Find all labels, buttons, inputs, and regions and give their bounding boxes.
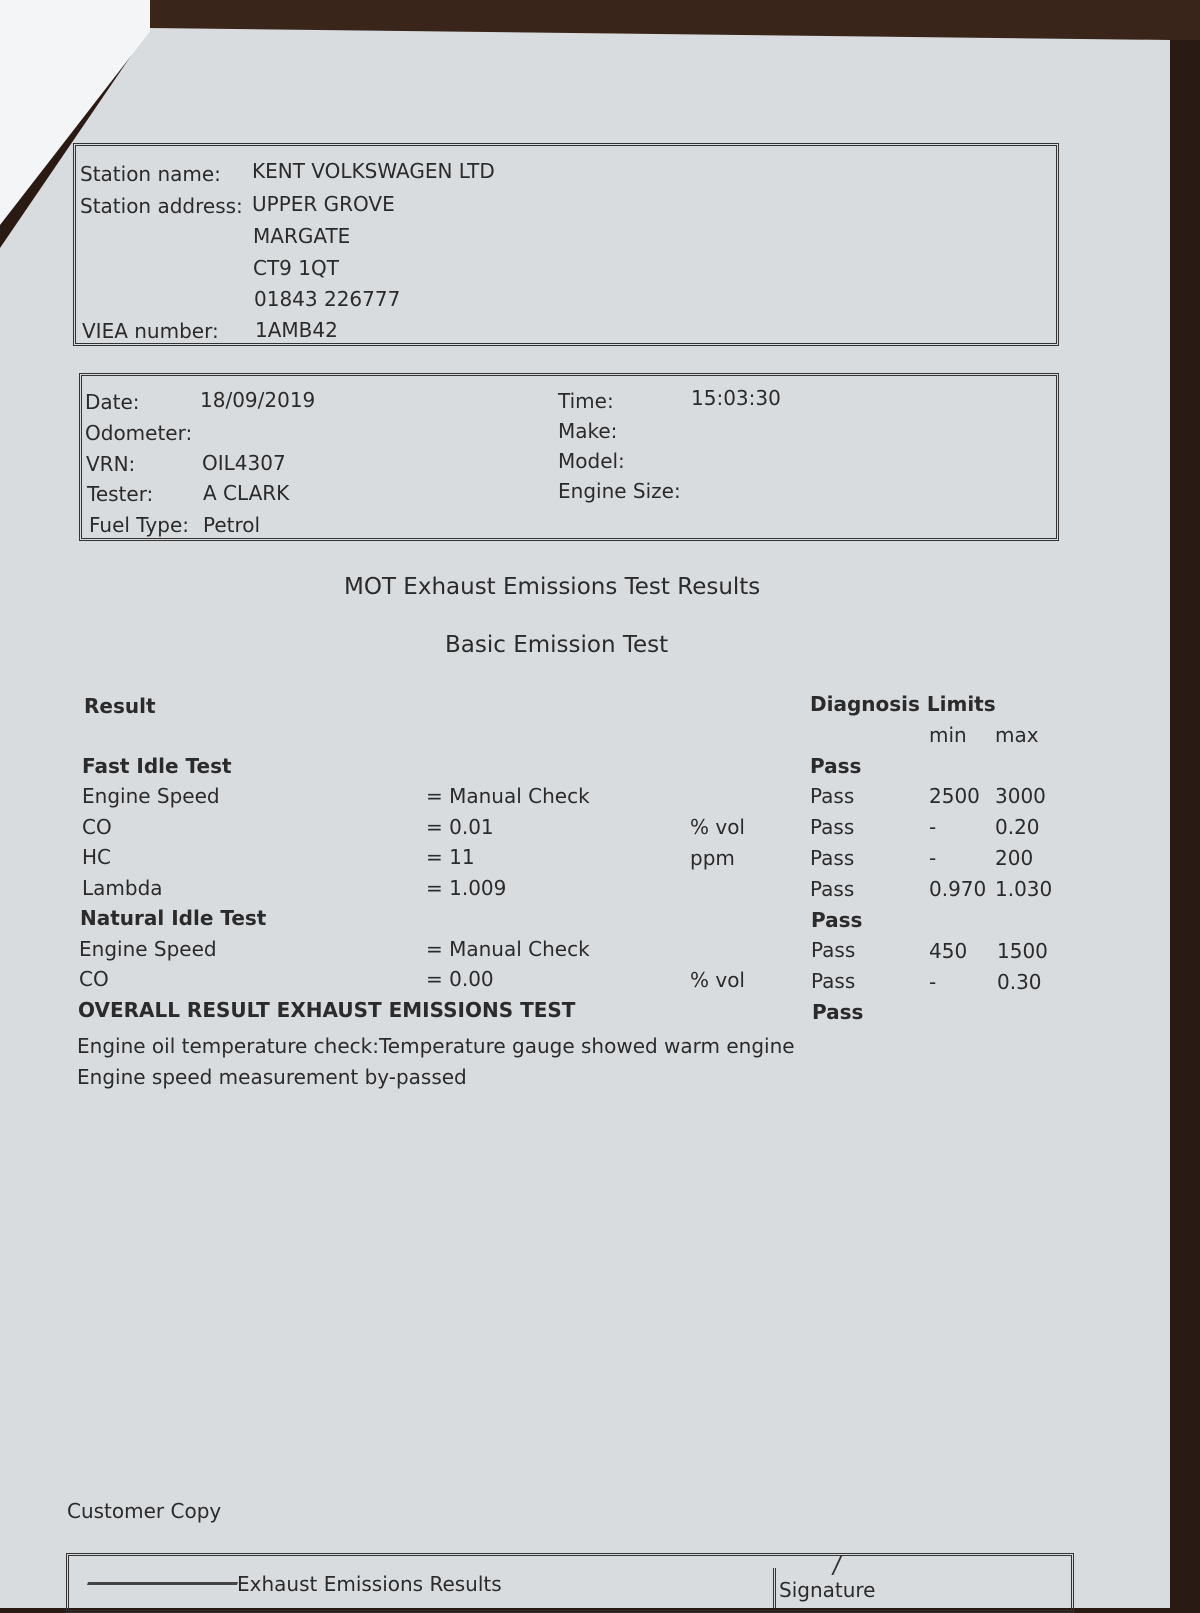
company-logo bbox=[82, 1582, 238, 1599]
make-label: Make: bbox=[558, 419, 618, 443]
note-oil-temperature: Engine oil temperature check:Temperature gauge showed warm engine bbox=[77, 1034, 795, 1058]
table-row-status: Pass bbox=[811, 969, 856, 993]
exhaust-results-label: Exhaust Emissions Results bbox=[237, 1572, 502, 1596]
table-row-status: Pass bbox=[810, 784, 855, 808]
max-header: max bbox=[995, 723, 1039, 747]
table-row-min: - bbox=[929, 846, 937, 870]
overall-result-label: OVERALL RESULT EXHAUST EMISSIONS TEST bbox=[78, 998, 576, 1022]
table-row-max: 1.030 bbox=[995, 877, 1053, 901]
table-row-max: 0.20 bbox=[995, 815, 1040, 839]
odometer-label: Odometer: bbox=[85, 421, 193, 445]
station-address-label: Station address: bbox=[80, 194, 243, 218]
table-row-max: 200 bbox=[995, 846, 1034, 870]
table-row-value: = Manual Check bbox=[426, 937, 590, 961]
station-address-line: 01843 226777 bbox=[254, 287, 401, 311]
min-header: min bbox=[929, 723, 967, 747]
table-row-unit: ppm bbox=[690, 846, 735, 870]
table-row-name: HC bbox=[82, 845, 112, 869]
date-label: Date: bbox=[85, 390, 140, 414]
table-row-status: Pass bbox=[811, 938, 856, 962]
report-subtitle: Basic Emission Test bbox=[445, 632, 669, 658]
table-row-name: Lambda bbox=[82, 876, 163, 900]
table-row-status: Pass bbox=[810, 877, 855, 901]
time-label: Time: bbox=[558, 389, 614, 413]
table-row-status: Pass bbox=[810, 846, 855, 870]
station-address-line: UPPER GROVE bbox=[252, 192, 395, 216]
table-row-min: - bbox=[929, 970, 937, 994]
table-row-value: = 1.009 bbox=[426, 876, 507, 900]
limits-header: Diagnosis Limits bbox=[810, 692, 996, 716]
table-row-max: 0.30 bbox=[997, 970, 1042, 994]
date-value: 18/09/2019 bbox=[200, 388, 316, 412]
engine-size-label: Engine Size: bbox=[558, 479, 681, 503]
signature-label: Signature bbox=[779, 1578, 876, 1602]
station-name-label: Station name: bbox=[80, 162, 221, 186]
model-label: Model: bbox=[558, 449, 625, 473]
fast-idle-status: Pass bbox=[810, 754, 862, 778]
table-row-value: = 11 bbox=[426, 845, 475, 869]
tester-value: A CLARK bbox=[203, 481, 290, 505]
table-row-max: 1500 bbox=[997, 939, 1048, 963]
table-row-name: Engine Speed bbox=[82, 784, 220, 808]
table-row-unit: % vol bbox=[690, 815, 745, 839]
table-row-min: 0.970 bbox=[929, 877, 987, 901]
station-name: KENT VOLKSWAGEN LTD bbox=[252, 159, 495, 183]
result-header: Result bbox=[84, 694, 156, 718]
station-address-line: CT9 1QT bbox=[253, 256, 339, 280]
table-row-name: CO bbox=[82, 815, 112, 839]
table-row-unit: % vol bbox=[690, 968, 745, 992]
table-row-min: 2500 bbox=[929, 784, 980, 808]
table-row-status: Pass bbox=[810, 815, 855, 839]
natural-idle-status: Pass bbox=[811, 908, 863, 932]
station-address-line: MARGATE bbox=[253, 224, 351, 248]
table-row-min: 450 bbox=[929, 939, 968, 963]
table-row-min: - bbox=[929, 815, 937, 839]
time-value: 15:03:30 bbox=[691, 386, 781, 410]
vrn-value: OIL4307 bbox=[202, 451, 286, 475]
vrn-label: VRN: bbox=[86, 452, 136, 476]
viea-number: 1AMB42 bbox=[255, 318, 338, 342]
fuel-type-label: Fuel Type: bbox=[89, 513, 189, 537]
table-row-value: = 0.00 bbox=[426, 967, 494, 991]
note-engine-speed: Engine speed measurement by-passed bbox=[77, 1065, 467, 1089]
fuel-type-value: Petrol bbox=[203, 513, 261, 537]
table-row-max: 3000 bbox=[995, 784, 1046, 808]
table-row-name: Engine Speed bbox=[79, 937, 217, 961]
tester-label: Tester: bbox=[87, 482, 154, 506]
natural-idle-heading: Natural Idle Test bbox=[80, 906, 267, 930]
table-row-name: CO bbox=[79, 967, 109, 991]
customer-copy-label: Customer Copy bbox=[67, 1499, 222, 1523]
fast-idle-heading: Fast Idle Test bbox=[82, 754, 232, 778]
table-row-value: = Manual Check bbox=[426, 784, 590, 808]
report-title: MOT Exhaust Emissions Test Results bbox=[344, 574, 761, 600]
overall-result-status: Pass bbox=[812, 1000, 864, 1024]
viea-label: VIEA number: bbox=[82, 319, 219, 343]
table-row-value: = 0.01 bbox=[426, 815, 494, 839]
